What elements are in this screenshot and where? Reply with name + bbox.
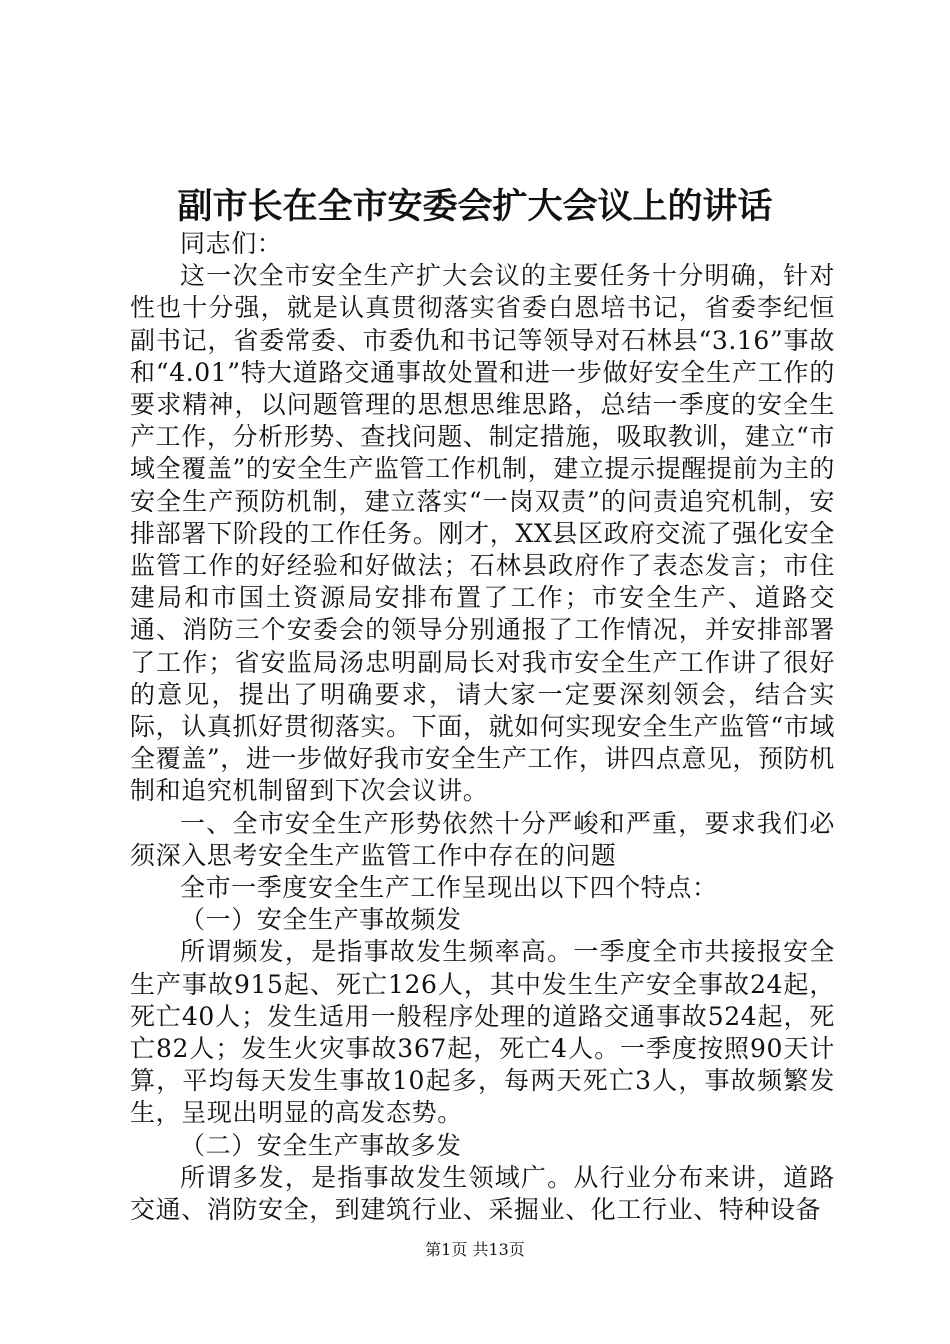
document-body xyxy=(130,228,835,1226)
document-title: 副市长在全市安委会扩大会议上的讲话 xyxy=(177,186,773,227)
page-number-footer: 第1页 共13页 xyxy=(425,1240,525,1259)
frequency-paragraph: 所谓频发，是指事故发生频率高。一季度全市共接报安全生产事故915起、死亡126人，其中发生生产安全事故24起，死亡40人；发生适用一般程序处理的道路交通事故524起，死亡82人；发生火灾事故367起，死亡4人。一季度按照90天计算，平均每天发生事故10起多，每两天死亡3人，事故频繁发生，呈现出明显的高发态势。 xyxy=(130,937,835,1128)
subheading-1: （一）安全生产事故频发 xyxy=(180,905,462,935)
intro-paragraph: 这一次全市安全生产扩大会议的主要任务十分明确，针对性也十分强，就是认真贯彻落实省委白恩培书记，省委李纪恒副书记，省委常委、市委仇和书记等领导对石林县“3.16”事故和“4.01”特大道路交通事故处置和进一步做好安全生产工作的要求精神，以问题管理的思想思维思路，总结一季度的安全生产工作，分析形势、查找问题、制定措施，吸取教训，建立“市域全覆盖”的安全生产监管工作机制，建立提示提醒提前为主的安全生产预防机制，建立落实“一岗双责”的问责追究机制，安排部署下阶段的工作任务。刚才，XX县区政府交流了强化安全监管工作的好经验和好做法；石林县政府作了表态发言；市住建局和市国土资源局安排布置了工作；市安全生产、道路交通、消防三个安委会的领导分别通报了工作情况，并安排部署了工作；省安监局汤忠明副局长对我市安全生产工作讲了很好的意见，提出了明确要求，请大家一定要深刻领会，结合实际，认真抓好贯彻落实。下面，就如何实现安全生产监管“市域全覆盖”，进一步做好我市安全生产工作，讲四点意见，预防机制和追究机制留到下次会议讲。 xyxy=(130,261,835,806)
salutation-paragraph: 同志们： xyxy=(180,229,283,258)
section-heading-1: 一、全市安全生产形势依然十分严峻和严重，要求我们必须深入思考安全生产监管工作中存在的问题 xyxy=(130,808,835,870)
subheading-2: （二）安全生产事故多发 xyxy=(180,1130,462,1160)
multiple-fields-paragraph: 所谓多发，是指事故发生领域广。从行业分布来讲，道路交通、消防安全，到建筑行业、采掘业、化工行业、特种设备 xyxy=(130,1162,835,1225)
features-intro-paragraph: 全市一季度安全生产工作呈现出以下四个特点： xyxy=(180,873,718,903)
